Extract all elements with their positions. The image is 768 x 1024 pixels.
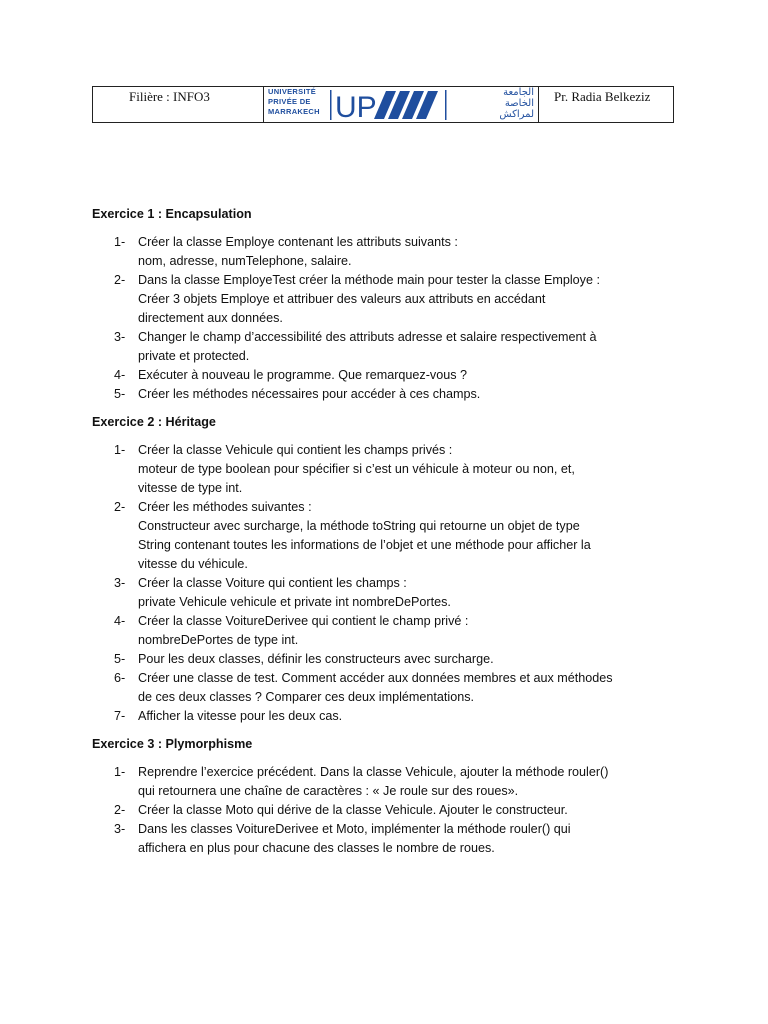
item-number: 2- xyxy=(114,500,126,514)
item-line: Dans les classes VoitureDerivee et Moto, implémenter la méthode rouler() qui xyxy=(138,822,571,836)
up-logo-mark: UP xyxy=(335,91,377,123)
item-line: Dans la classe EmployeTest créer la méthode main pour tester la classe Employe : xyxy=(138,273,600,287)
exercise-title: Exercice 3 : Plymorphisme xyxy=(92,737,253,751)
header-cell-professor xyxy=(539,87,673,122)
item-number: 1- xyxy=(114,235,126,249)
item-number: 6- xyxy=(114,671,126,685)
filiere-label: Filière : INFO3 xyxy=(129,89,210,104)
item-line: private Vehicule vehicule et private int nombreDePortes. xyxy=(138,595,451,609)
item-number: 5- xyxy=(114,652,126,666)
item-line: de ces deux classes ? Comparer ces deux implémentations. xyxy=(138,690,474,704)
item-number: 4- xyxy=(114,368,126,382)
arabic-line: الخاصة xyxy=(504,98,534,109)
logo-line: PRIVÉE DE xyxy=(268,97,311,106)
item-line: Exécuter à nouveau le programme. Que remarquez-vous ? xyxy=(138,368,468,382)
exercise-content xyxy=(92,205,682,867)
list-item xyxy=(92,328,682,366)
item-line: Reprendre l’exercice précédent. Dans la classe Vehicule, ajouter la méthode rouler() xyxy=(138,765,609,779)
item-line: Créer les méthodes nécessaires pour accéder à ces champs. xyxy=(138,387,481,401)
item-line: affichera en plus pour chacune des classes le nombre de roues. xyxy=(138,841,495,855)
list-item xyxy=(92,441,682,498)
item-line: Créer la classe Employe contenant les attributs suivants : xyxy=(138,235,458,249)
item-number: 3- xyxy=(114,822,126,836)
item-number: 2- xyxy=(114,273,126,287)
list-item xyxy=(92,271,682,328)
list-item xyxy=(92,498,682,574)
up-logo-icon xyxy=(328,87,463,123)
item-line: Créer la classe Voiture qui contient les champs : xyxy=(138,576,407,590)
item-line: Pour les deux classes, définir les constructeurs avec surcharge. xyxy=(138,652,494,666)
item-line: qui retournera une chaîne de caractères : « Je roule sur des roues». xyxy=(138,784,519,798)
item-line: Changer le champ d’accessibilité des attributs adresse et salaire respectivement à xyxy=(138,330,597,344)
item-number: 3- xyxy=(114,576,126,590)
list-item xyxy=(92,820,682,858)
list-item xyxy=(92,707,682,726)
list-item xyxy=(92,366,682,385)
document-header xyxy=(92,86,674,123)
list-item xyxy=(92,233,682,271)
header-cell-logo xyxy=(264,87,539,122)
item-line: moteur de type boolean pour spécifier si c’est un véhicule à moteur ou non, et, xyxy=(138,462,575,476)
item-number: 5- xyxy=(114,387,126,401)
header-cell-filiere xyxy=(93,87,264,122)
item-line: Créer la classe Moto qui dérive de la classe Vehicule. Ajouter le constructeur. xyxy=(138,803,568,817)
item-line: nombreDePortes de type int. xyxy=(138,633,299,647)
item-line: Créer 3 objets Employe et attribuer des valeurs aux attributs en accédant xyxy=(138,292,546,306)
item-number: 3- xyxy=(114,330,126,344)
logo-line: MARRAKECH xyxy=(268,107,320,116)
item-line: Afficher la vitesse pour les deux cas. xyxy=(138,709,343,723)
arabic-logo-text xyxy=(464,87,534,120)
item-line: Créer la classe Vehicule qui contient les champs privés : xyxy=(138,443,453,457)
item-line: nom, adresse, numTelephone, salaire. xyxy=(138,254,352,268)
list-item xyxy=(92,669,682,707)
item-line: Créer une classe de test. Comment accéder aux données membres et aux méthodes xyxy=(138,671,613,685)
list-item xyxy=(92,650,682,669)
list-item xyxy=(92,763,682,801)
exercise-title: Exercice 2 : Héritage xyxy=(92,415,216,429)
item-line: Constructeur avec surcharge, la méthode toString qui retourne un objet de type xyxy=(138,519,580,533)
item-line: vitesse du véhicule. xyxy=(138,557,248,571)
item-line: Créer la classe VoitureDerivee qui contient le champ privé : xyxy=(138,614,469,628)
list-item xyxy=(92,612,682,650)
item-line: vitesse de type int. xyxy=(138,481,243,495)
list-item xyxy=(92,801,682,820)
professor-name: Pr. Radia Belkeziz xyxy=(554,89,651,104)
exercise-list xyxy=(92,763,682,858)
exercise-title: Exercice 1 : Encapsulation xyxy=(92,207,252,221)
university-logo-text xyxy=(268,87,328,117)
list-item xyxy=(92,385,682,404)
item-line: Créer les méthodes suivantes : xyxy=(138,500,312,514)
item-line: String contenant toutes les informations de l’objet et une méthode pour afficher la xyxy=(138,538,591,552)
item-number: 1- xyxy=(114,443,126,457)
item-line: private et protected. xyxy=(138,349,250,363)
exercise-list xyxy=(92,441,682,726)
exercise-list xyxy=(92,233,682,404)
logo-line: UNIVERSITÉ xyxy=(268,87,317,96)
item-number: 1- xyxy=(114,765,126,779)
item-number: 4- xyxy=(114,614,126,628)
list-item xyxy=(92,574,682,612)
arabic-line: لمراكش xyxy=(499,109,534,120)
item-number: 2- xyxy=(114,803,126,817)
arabic-line: الجامعة xyxy=(503,87,534,98)
item-number: 7- xyxy=(114,709,126,723)
item-line: directement aux données. xyxy=(138,311,283,325)
